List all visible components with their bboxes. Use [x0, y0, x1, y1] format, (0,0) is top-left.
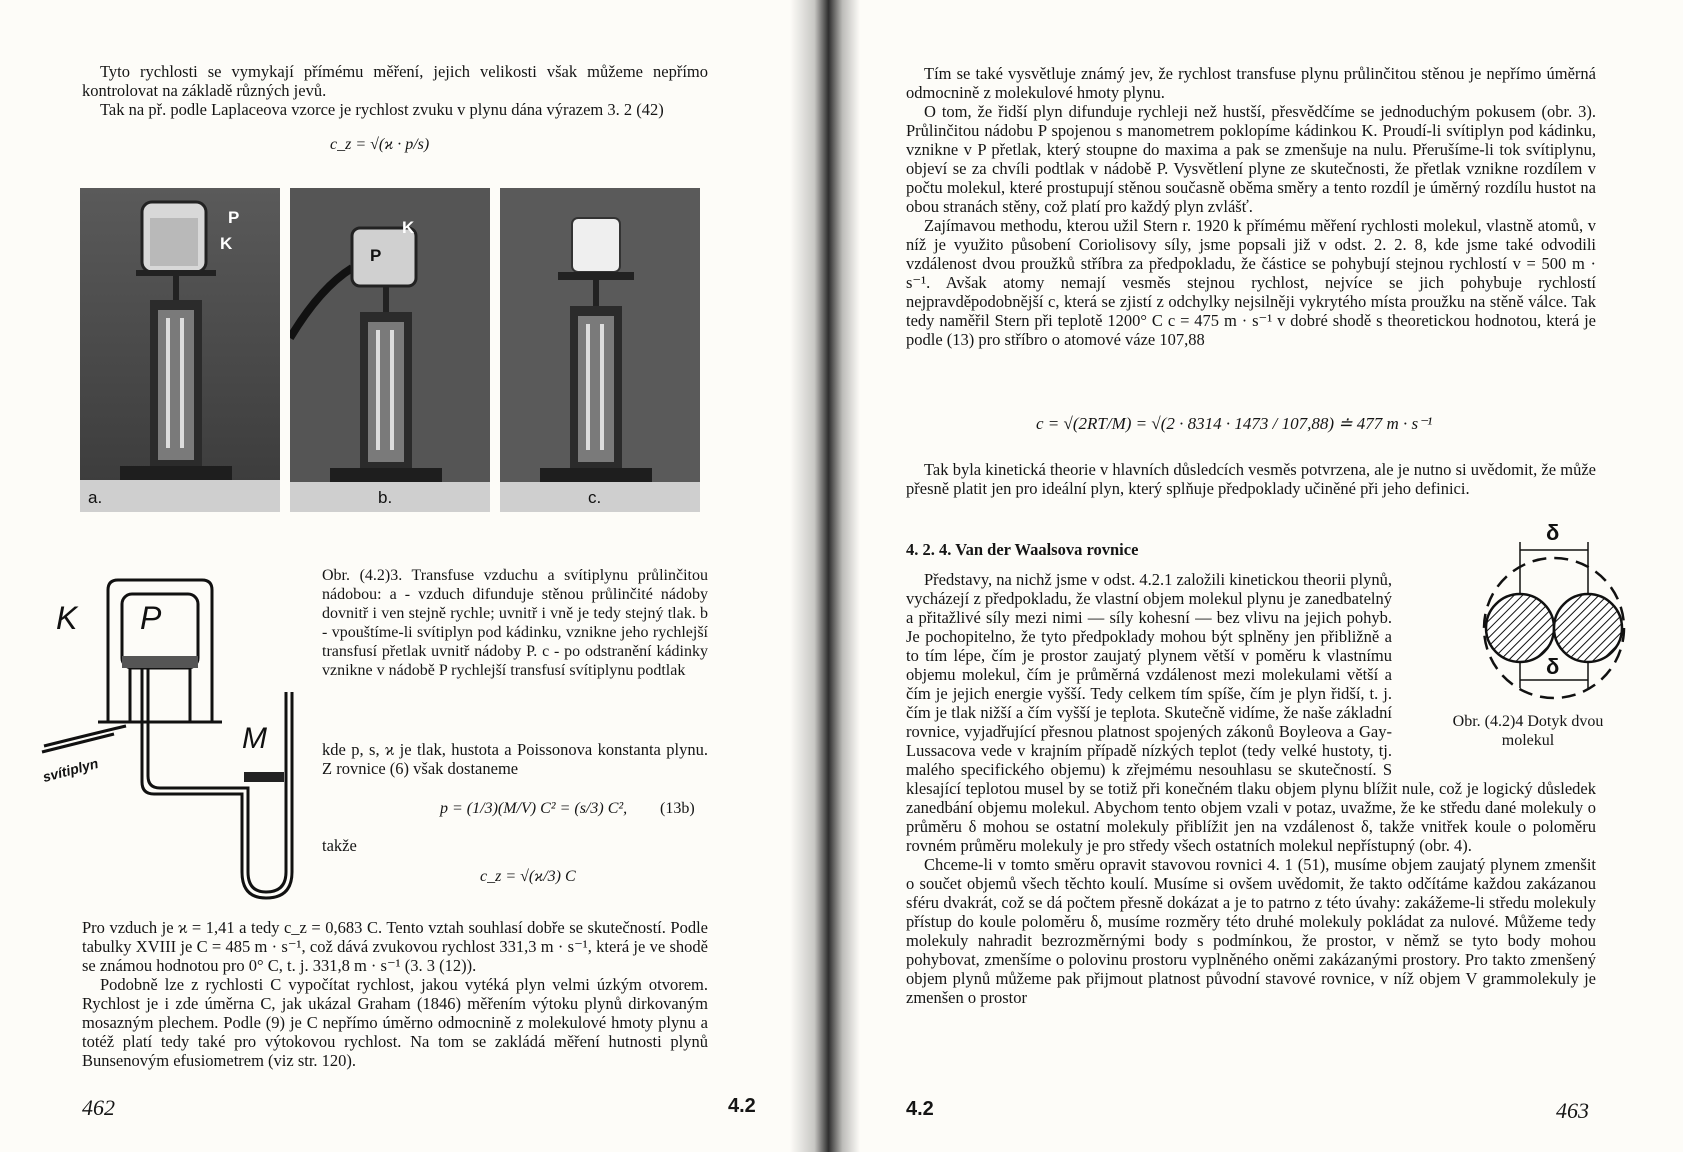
photo-a-label-p: P	[228, 208, 240, 227]
paragraph: Podobně lze z rychlosti C vypočítat rychlost, jakou vytéká plyn velmi úzkým otvorem. Rychlost je i zde úměrna C, jak ukázal Graham (1846) měřením výtoku plynů dirkovaným mosazným plechem. Podle (9) je C nepřímo úměrno odmocnině z molekulové hmoty plynu a totéž platí tedy také pro výtokovou rychlost. Na tom se zakládá měření hutnosti plynů Bunsenovým efusiometrem (viz str. 120).	[82, 975, 708, 1070]
figure4-molecules	[1436, 520, 1636, 700]
mid-text: kde p, s, ϰ je tlak, hustota a Poissonova konstanta plynu. Z rovnice (6) však dostaneme	[322, 740, 708, 778]
diagram-label-p: P	[140, 600, 162, 636]
diagram-label-gas: svítiplyn	[40, 754, 100, 786]
figure4-drawing	[1436, 520, 1636, 700]
diagram-label-m: M	[242, 722, 267, 755]
paragraph: O tom, že řidší plyn difunduje rychleji než hustší, přesvědčíme se jednoduchým pokusem (obr. 3). Průlinčitou nádobu P spojenou s manometrem poklopíme kádinkou K. Proudí-li svítiplyn pod kádinku, vznikne v P přetlak, který stoupne do maxima a pak se zmenšuje na nulu. Přerušíme-li tok svítiplynu, objeví se za chvíli podtlak v nádobě P. Vysvětlení plyne ze skutečnosti, že přetlak vznikne rozdílem v počtu molekul, které prostupují stěnou současně oběma směry a tento rozdíl je úměrný rozdílu hustot na obou stranách stěny, což platí pro každý plyn zvlášť.	[906, 102, 1596, 216]
photo-a-caption: a.	[88, 488, 103, 507]
apparatus-diagram	[30, 572, 310, 902]
intro-text	[82, 62, 708, 119]
photo-b-caption: b.	[378, 488, 393, 507]
top-text	[906, 64, 1596, 349]
left-page	[0, 0, 826, 1152]
paragraph: Chceme-li v tomto směru opravit stavovou rovnici 4. 1 (51), musíme objem zaujatý plynem zmenšit o součet objemů všech těchto koulí. Musíme si ovšem uvědomit, že takto odčítáme každou zakázanou sféru dvakrát, což se dá počtem přesně dokázat a je to patrno z této úvahy: zakážeme-li středu molekuly přístup do koule poloměru δ, musíme rozměry této druhé molekuly pokládat za nulové. Můžeme tedy molekuly nahradit bezrozměrnými body s podmínkou, že prostor, v němž se tyto body mohou pohybovat, zmenšíme o polovinu prostoru vyplněného oněmi zakázanými prostory. Pro takto zmenšený objem plynů můžeme pak přijmout platnost původní stavové rovnice, v níž objem V grammolekuly je zmenšen o prostor	[906, 855, 1596, 1007]
bottom-text	[82, 918, 708, 1070]
photo-a-label-k: K	[220, 234, 233, 253]
figure4-delta-top: δ	[1546, 520, 1560, 545]
photo-c-caption: c.	[588, 488, 602, 507]
paragraph: Tyto rychlosti se vymykají přímému měření, jejich velikosti však můžeme nepřímo kontrolovat na základě různých jevů.	[82, 62, 708, 100]
mid-paragraph	[906, 460, 1596, 498]
paragraph: Tím se také vysvětluje známý jev, že rychlost transfuse plynu průlinčitou stěnou je nepřímo úměrná odmocnině z molekulové hmoty plynu.	[906, 64, 1596, 102]
section-mark-left: 4.2	[728, 1095, 756, 1117]
figure4-caption: Obr. (4.2)4 Dotyk dvou molekul	[1452, 713, 1604, 749]
photo-a-image	[80, 188, 280, 512]
equation-stern: c = √(2RT/M) = √(2 · 8314 · 1473 / 107,88) ≐ 477 m · s⁻¹	[1036, 414, 1433, 433]
photo-a	[80, 188, 280, 512]
section-heading: 4. 2. 4. Van der Waalsova rovnice	[906, 540, 1139, 559]
paragraph: Zajímavou methodu, kterou užil Stern r. 1920 k přímému měření rychlosti molekul, vlastně atomů, v níž je využito působení Coriolisovy síly, jsme popsali již v odst. 2. 2. 8, kde jsme také odvodili vzdálenost dvou proužků stříbra za předpokladu, že částice se pohybují stejnou rychlostí v = 500 m · s⁻¹. Avšak atomy nemají vesměs stejnou rychlost, nejvíce se jich pohybuje rychlostí nejpravděpodobnější c, která se zjistí z odchylky nejsilněji vykrytého místa proužku na stěně válce. Tak tedy naměřil Stern při teplotě 1200° C c = 475 m · s⁻¹ v dobré shodě s theoretickou hodnotou, která je podle (13) pro stříbro o atomové váze 107,88	[906, 216, 1596, 349]
paragraph: Pro vzduch je ϰ = 1,41 a tedy c_z = 0,683 C. Tento vztah souhlasí dobře se skutečností. Podle tabulky XVIII je C = 485 m · s⁻¹, což dává zvukovou rychlost 331,3 m · s⁻¹, která je ve shodě se známou hodnotou pro 0° C, t. j. 331,8 m · s⁻¹ (3. 3 (12)).	[82, 918, 708, 975]
figure4-delta-bottom: δ	[1546, 654, 1560, 679]
equation-13b-tag: (13b)	[660, 800, 695, 817]
paragraph: Tak na př. podle Laplaceova vzorce je rychlost zvuku v plynu dána výrazem 3. 2 (42)	[100, 100, 664, 119]
page-number-left: 462	[82, 1095, 115, 1120]
figure-caption: Obr. (4.2)3. Transfuse vzduchu a svítiplynu průlinčitou nádobou: a - vzduch difunduje stěnou průlinčité nádoby dovnitř i ven stejně rychle; uvnitř i vně je tedy stejný tlak. b - vpouštíme-li svítiplyn pod kádinku, vznikne jeho rychlejší transfusí přetlak uvnitř nádoby P. c - po odstranění kádinky vznikne v nádobě P rychlejší transfusí svítiplynu podtlak	[322, 567, 708, 679]
photo-c-image	[500, 188, 700, 512]
paragraph: Představy, na nichž jsme v odst. 4.2.1 založili kinetickou theorii plynů, vycházejí z předpokladu, že vlastní objem molekul plynu je zanedbatelný a přitažlivé síly mezi nimi — síly kohesní — bez vlivu na jejich pohyb. Je pochopitelno, že tyto předpoklady mohou být splněny jen přibližně a to tím lépe, čím je prostor zaujatý plynem větší v poměru k vlastnímu objemu molekul, čím je průměrná vzdálenost mezi molekulami větší a čím je jejich energie vyšší. Tedy celkem tím spíše, čím je plyn řidší, t. j. čím je tlak nižší a čím vyšší je teplota. Skutečně vidíme, že naše základní rovnice, vyjadřující přesnou platnost spojených zákonů Boyleova a Gay-Lussacova vede v krajním případě nízkých teplot (tedy velké hustoty, tj. malého specifického objemu) k zřejmému nesouhlasu se skutečností. S klesající teplotou musel by se totiž při konečném tlaku objem plynu blížit nule, což je logický důsledek zanedbání objemu molekul. Abychom tento objem vzali v potaz, uvažme, že ke středu dané molekuly o průměru δ mohou se ostatní molekuly přiblížit jen na vzdálenost δ, takže vnitřek koule o poloměru rovném průměru molekuly je pro středy všech ostatních molekul nepřístupný (obr. 4).	[906, 570, 1596, 855]
diagram-label-k: K	[56, 600, 78, 636]
right-page	[826, 0, 1683, 1152]
book-gutter	[790, 0, 860, 1152]
photo-b	[290, 188, 490, 512]
page-number-right: 463	[1556, 1098, 1589, 1123]
word-takze: takže	[322, 836, 357, 855]
photo-b-label-p: P	[370, 246, 382, 265]
photo-b-label-k: K	[402, 218, 415, 237]
photo-b-image	[290, 188, 490, 512]
equation-13b: p = (1/3)(M/V) C² = (s/3) C²,	[440, 800, 628, 817]
equation-cz: c_z = √(ϰ/3) C	[480, 868, 576, 885]
section-mark-right: 4.2	[906, 1098, 934, 1120]
equation-sound-speed: c_z = √(ϰ · p/s)	[330, 136, 430, 153]
photo-c	[500, 188, 700, 512]
paragraph: Tak byla kinetická theorie v hlavních důsledcích vesměs potvrzena, ale je nutno si uvědomit, že může přesně platit jen pro ideální plyn, který splňuje předpoklady učiněné při jeho definici.	[906, 460, 1596, 498]
